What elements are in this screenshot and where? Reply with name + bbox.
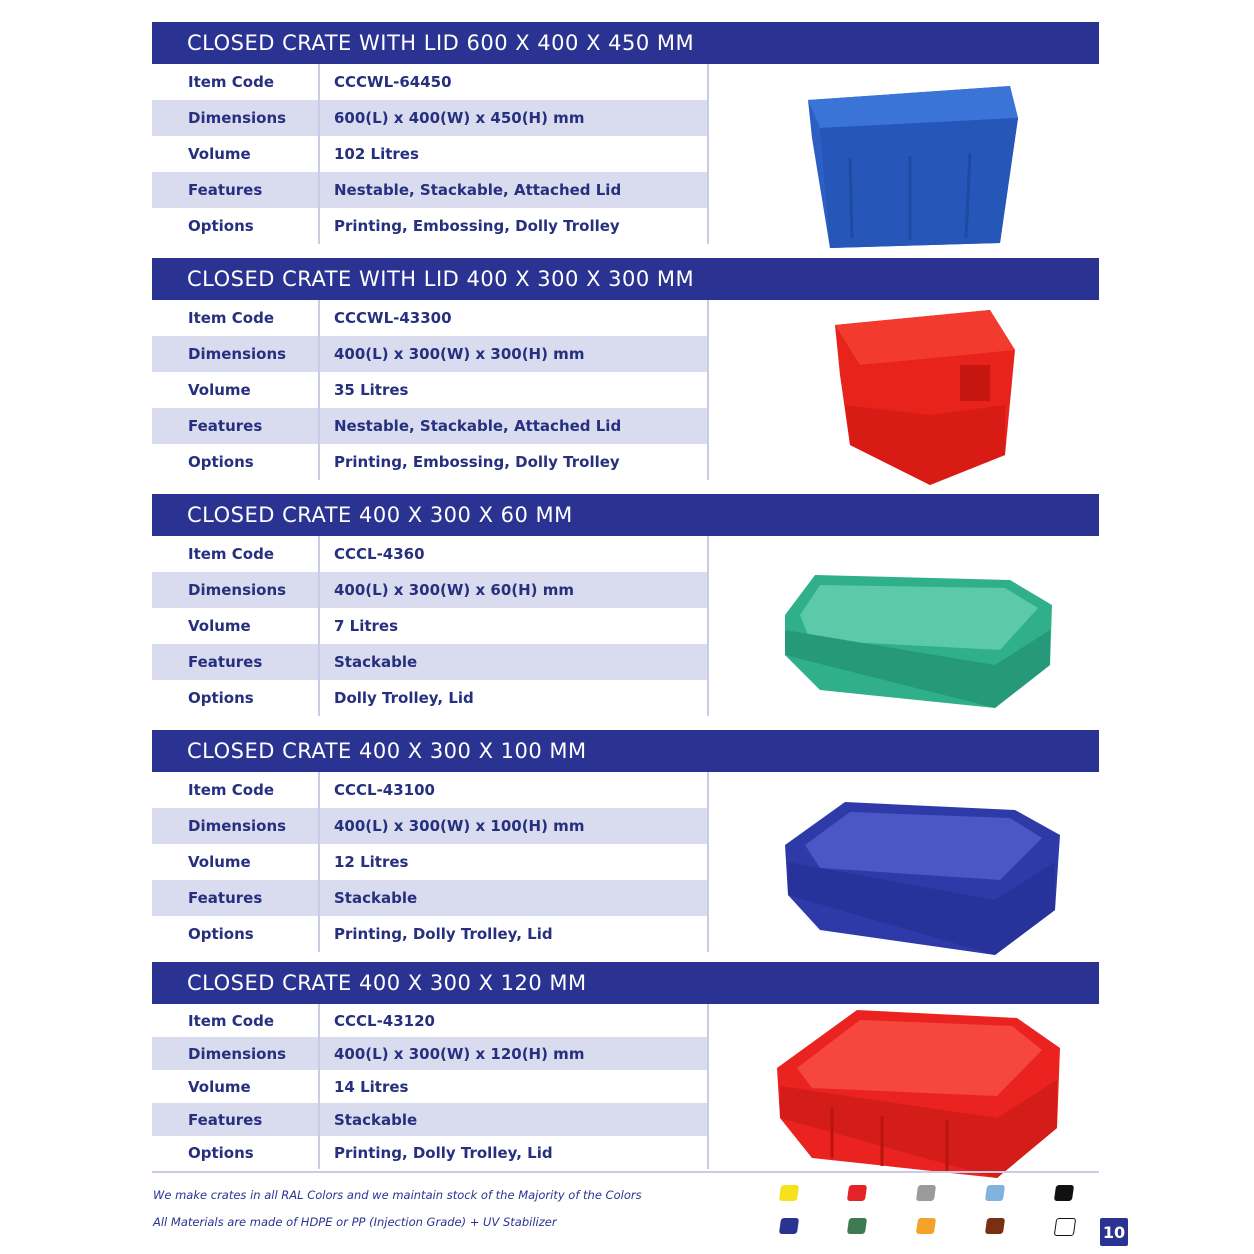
volume-value: 14 Litres (334, 1077, 409, 1096)
features-value: Nestable, Stackable, Attached Lid (334, 417, 622, 435)
product-title: CLOSED CRATE WITH LID 400 X 300 X 300 MM (152, 258, 1099, 300)
features-value: Nestable, Stackable, Attached Lid (334, 181, 622, 199)
label-features: Features (152, 1103, 320, 1136)
color-swatch (779, 1185, 799, 1201)
crate-image-red-lidded (820, 305, 1025, 490)
item-code-value: CCCL-43100 (334, 781, 435, 799)
footer-note-colors: We make crates in all RAL Colors and we maintain stock of the Majority of the Colors (153, 1188, 642, 1202)
label-dimensions: Dimensions (152, 572, 320, 608)
volume-value: 7 Litres (334, 617, 399, 635)
label-volume: Volume (152, 1070, 320, 1103)
color-swatch (1054, 1218, 1077, 1236)
product-title: CLOSED CRATE 400 X 300 X 60 MM (152, 494, 1099, 536)
label-volume: Volume (152, 136, 320, 172)
product-title: CLOSED CRATE 400 X 300 X 100 MM (152, 730, 1099, 772)
label-options: Options (152, 916, 320, 952)
dimensions-value: 400(L) x 300(W) x 100(H) mm (334, 817, 585, 835)
color-swatch (985, 1218, 1005, 1234)
features-value: Stackable (334, 1110, 418, 1129)
product-title: CLOSED CRATE WITH LID 600 X 400 X 450 MM (152, 22, 1099, 64)
label-features: Features (152, 880, 320, 916)
label-dimensions: Dimensions (152, 100, 320, 136)
crate-image-red (772, 1008, 1064, 1183)
item-code-value: CCCL-4360 (334, 545, 425, 563)
color-swatch (847, 1185, 867, 1201)
column-divider (707, 300, 709, 480)
options-value: Dolly Trolley, Lid (334, 689, 474, 707)
label-features: Features (152, 172, 320, 208)
options-value: Printing, Dolly Trolley, Lid (334, 925, 553, 943)
color-swatch (779, 1218, 799, 1234)
color-swatch (985, 1185, 1005, 1201)
label-item-code: Item Code (152, 64, 320, 100)
crate-image-blue-lidded (790, 78, 1030, 253)
options-value: Printing, Embossing, Dolly Trolley (334, 217, 620, 235)
dimensions-value: 400(L) x 300(W) x 120(H) mm (334, 1044, 585, 1063)
label-volume: Volume (152, 844, 320, 880)
crate-image-green (780, 570, 1060, 715)
column-divider (707, 536, 709, 716)
label-options: Options (152, 680, 320, 716)
label-features: Features (152, 644, 320, 680)
label-options: Options (152, 208, 320, 244)
color-swatch (847, 1218, 867, 1234)
color-swatch (916, 1218, 936, 1234)
color-swatch (916, 1185, 936, 1201)
page-number: 10 (1100, 1218, 1128, 1246)
column-divider (707, 64, 709, 244)
volume-value: 102 Litres (334, 145, 419, 163)
label-volume: Volume (152, 608, 320, 644)
label-features: Features (152, 408, 320, 444)
footer-divider (152, 1171, 1099, 1173)
features-value: Stackable (334, 889, 418, 907)
label-dimensions: Dimensions (152, 336, 320, 372)
dimensions-value: 600(L) x 400(W) x 450(H) mm (334, 109, 585, 127)
label-item-code: Item Code (152, 1004, 320, 1037)
crate-image-navy (780, 800, 1065, 960)
item-code-value: CCCL-43120 (334, 1011, 435, 1030)
label-options: Options (152, 1136, 320, 1169)
footer-note-materials: All Materials are made of HDPE or PP (Injection Grade) + UV Stabilizer (153, 1215, 557, 1229)
color-swatch (1054, 1185, 1074, 1201)
features-value: Stackable (334, 653, 418, 671)
label-dimensions: Dimensions (152, 808, 320, 844)
column-divider (707, 772, 709, 952)
item-code-value: CCCWL-64450 (334, 73, 452, 91)
volume-value: 35 Litres (334, 381, 409, 399)
options-value: Printing, Dolly Trolley, Lid (334, 1143, 553, 1162)
label-dimensions: Dimensions (152, 1037, 320, 1070)
label-item-code: Item Code (152, 772, 320, 808)
dimensions-value: 400(L) x 300(W) x 60(H) mm (334, 581, 575, 599)
item-code-value: CCCWL-43300 (334, 309, 452, 327)
label-volume: Volume (152, 372, 320, 408)
label-options: Options (152, 444, 320, 480)
label-item-code: Item Code (152, 300, 320, 336)
options-value: Printing, Embossing, Dolly Trolley (334, 453, 620, 471)
dimensions-value: 400(L) x 300(W) x 300(H) mm (334, 345, 585, 363)
product-title: CLOSED CRATE 400 X 300 X 120 MM (152, 962, 1099, 1004)
label-item-code: Item Code (152, 536, 320, 572)
volume-value: 12 Litres (334, 853, 409, 871)
column-divider (707, 1004, 709, 1169)
